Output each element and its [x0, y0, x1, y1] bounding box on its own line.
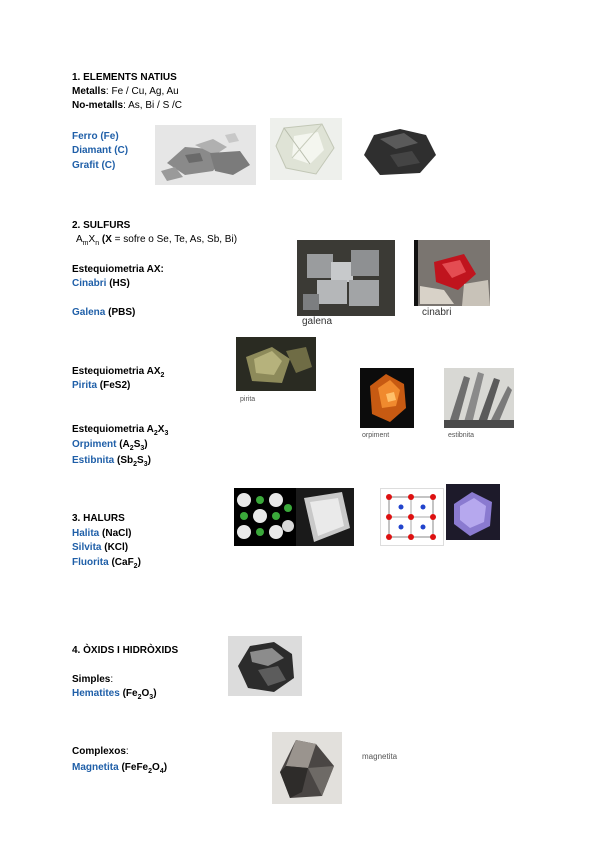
formula-m: m [82, 240, 89, 247]
a2x3-a: Estequiometria A [72, 424, 154, 435]
halita-formula: (NaCl) [99, 528, 132, 539]
fluorita-end: ) [137, 557, 141, 568]
halita-name: Halita [72, 528, 100, 539]
metalls-label: Metalls [72, 86, 106, 97]
hematites-name: Hematites [72, 688, 120, 699]
hematites-o: O [141, 688, 150, 699]
hematites-f: (Fe [119, 688, 138, 699]
hematites-line [72, 688, 157, 700]
diamant-image [270, 118, 342, 180]
magnetita-line [72, 762, 167, 774]
a2x3-x: X [157, 424, 165, 435]
ax2-sub: 2 [160, 372, 165, 379]
orpiment-f-end: ) [144, 439, 148, 450]
nometalls-value: : As, Bi / S /C [123, 100, 183, 111]
metalls-line [72, 86, 179, 98]
orpiment-f-ss: 3 [140, 445, 145, 452]
magnetita-o: O [152, 762, 160, 773]
orpiment-f-s: S [133, 439, 141, 450]
stoich-a2x3-label [72, 424, 168, 436]
silvita-formula: (KCl) [101, 542, 129, 553]
sulfurs-formula [76, 234, 237, 246]
pirita-formula: (FeS2) [97, 380, 131, 391]
halita-image [234, 488, 354, 546]
magnetita-image [272, 732, 342, 804]
magnetita-s2: 4 [159, 768, 164, 775]
magnetita-name: Magnetita [72, 762, 119, 773]
complexos-colon: : [125, 746, 129, 757]
cinabri-name: Cinabri [72, 278, 107, 289]
estibnita-name: Estibnita [72, 455, 115, 466]
complexos-text: Complexos [72, 746, 126, 757]
item-diamant: Diamant (C) [72, 145, 129, 156]
estibnita-line [72, 455, 151, 467]
hematites-s1: 2 [137, 694, 142, 701]
a2x3-sub-x: 3 [164, 430, 169, 437]
orpiment-f-sa: 2 [129, 445, 134, 452]
magnetita-s1: 2 [148, 768, 153, 775]
ax2-text: Estequiometria AX [72, 366, 161, 377]
caption-pirita: pirita [240, 396, 256, 403]
galena-image [297, 240, 395, 316]
orpiment-line [72, 439, 148, 451]
section-4-title: 4. ÒXIDS I HIDRÒXIDS [72, 645, 179, 656]
halita-line [72, 528, 131, 540]
item-grafit: Grafit (C) [72, 160, 116, 171]
silvita-name: Silvita [72, 542, 102, 553]
orpiment-f-a: (A [116, 439, 130, 450]
caption-magnetita: magnetita [362, 752, 398, 761]
simples-colon: : [110, 674, 114, 685]
metalls-value: : Fe / Cu, Ag, Au [105, 86, 179, 97]
orpiment-name: Orpiment [72, 439, 117, 450]
formula-x: X [88, 234, 96, 245]
nometalls-line [72, 100, 182, 112]
pirita-name: Pirita [72, 380, 98, 391]
magnetita-end: ) [163, 762, 168, 773]
nometalls-label: No-metalls [72, 100, 124, 111]
item-ferro: Ferro (Fe) [72, 131, 119, 142]
fluorita-lattice-image [380, 488, 444, 546]
estibnita-f-ss: 3 [143, 461, 148, 468]
formula-note-bold: (X [101, 234, 112, 245]
complexos-label [72, 746, 129, 758]
hematites-s2: 3 [149, 694, 154, 701]
galena-formula: (PBS) [105, 307, 136, 318]
estibnita-f-s: S [137, 455, 144, 466]
stoich-ax-label: Estequiometria AX: [72, 264, 164, 275]
cinabri-formula: (HS) [106, 278, 130, 289]
simples-text: Simples [72, 674, 111, 685]
cinabri-line [72, 278, 130, 290]
fluorita-sub: 2 [133, 563, 138, 570]
galena-name: Galena [72, 307, 106, 318]
hematites-image [228, 636, 302, 696]
fluorita-image [446, 484, 500, 540]
estibnita-f-a: (Sb [114, 455, 134, 466]
estibnita-image [444, 368, 514, 428]
cinabri-image [414, 240, 490, 306]
ferro-image [155, 125, 256, 185]
pirita-line [72, 380, 130, 392]
section-2-title: 2. SULFURS [72, 220, 131, 231]
simples-label [72, 674, 113, 686]
formula-n: n [95, 240, 100, 247]
caption-galena: galena [302, 316, 333, 327]
estibnita-f-sa: 2 [133, 461, 138, 468]
fluorita-f: (CaF [108, 557, 134, 568]
a2x3-sub-a: 2 [153, 430, 158, 437]
grafit-image [360, 125, 438, 177]
hematites-end: ) [153, 688, 157, 699]
pirita-image [236, 337, 316, 391]
stoich-ax2-label [72, 366, 164, 378]
orpiment-image [360, 368, 414, 428]
caption-estibnita: estibnita [448, 432, 475, 439]
caption-cinabri: cinabri [422, 307, 452, 318]
silvita-line [72, 542, 128, 554]
caption-orpiment: orpiment [362, 432, 390, 439]
formula-a: A [76, 234, 83, 245]
formula-note: = sofre o Se, Te, As, Sb, Bi) [111, 234, 238, 245]
fluorita-line [72, 557, 141, 569]
galena-line [72, 307, 135, 319]
magnetita-f: (FeFe [118, 762, 149, 773]
estibnita-f-end: ) [147, 455, 151, 466]
fluorita-name: Fluorita [72, 557, 109, 568]
section-3-title: 3. HALURS [72, 513, 125, 524]
section-1-title: 1. ELEMENTS NATIUS [72, 72, 177, 83]
